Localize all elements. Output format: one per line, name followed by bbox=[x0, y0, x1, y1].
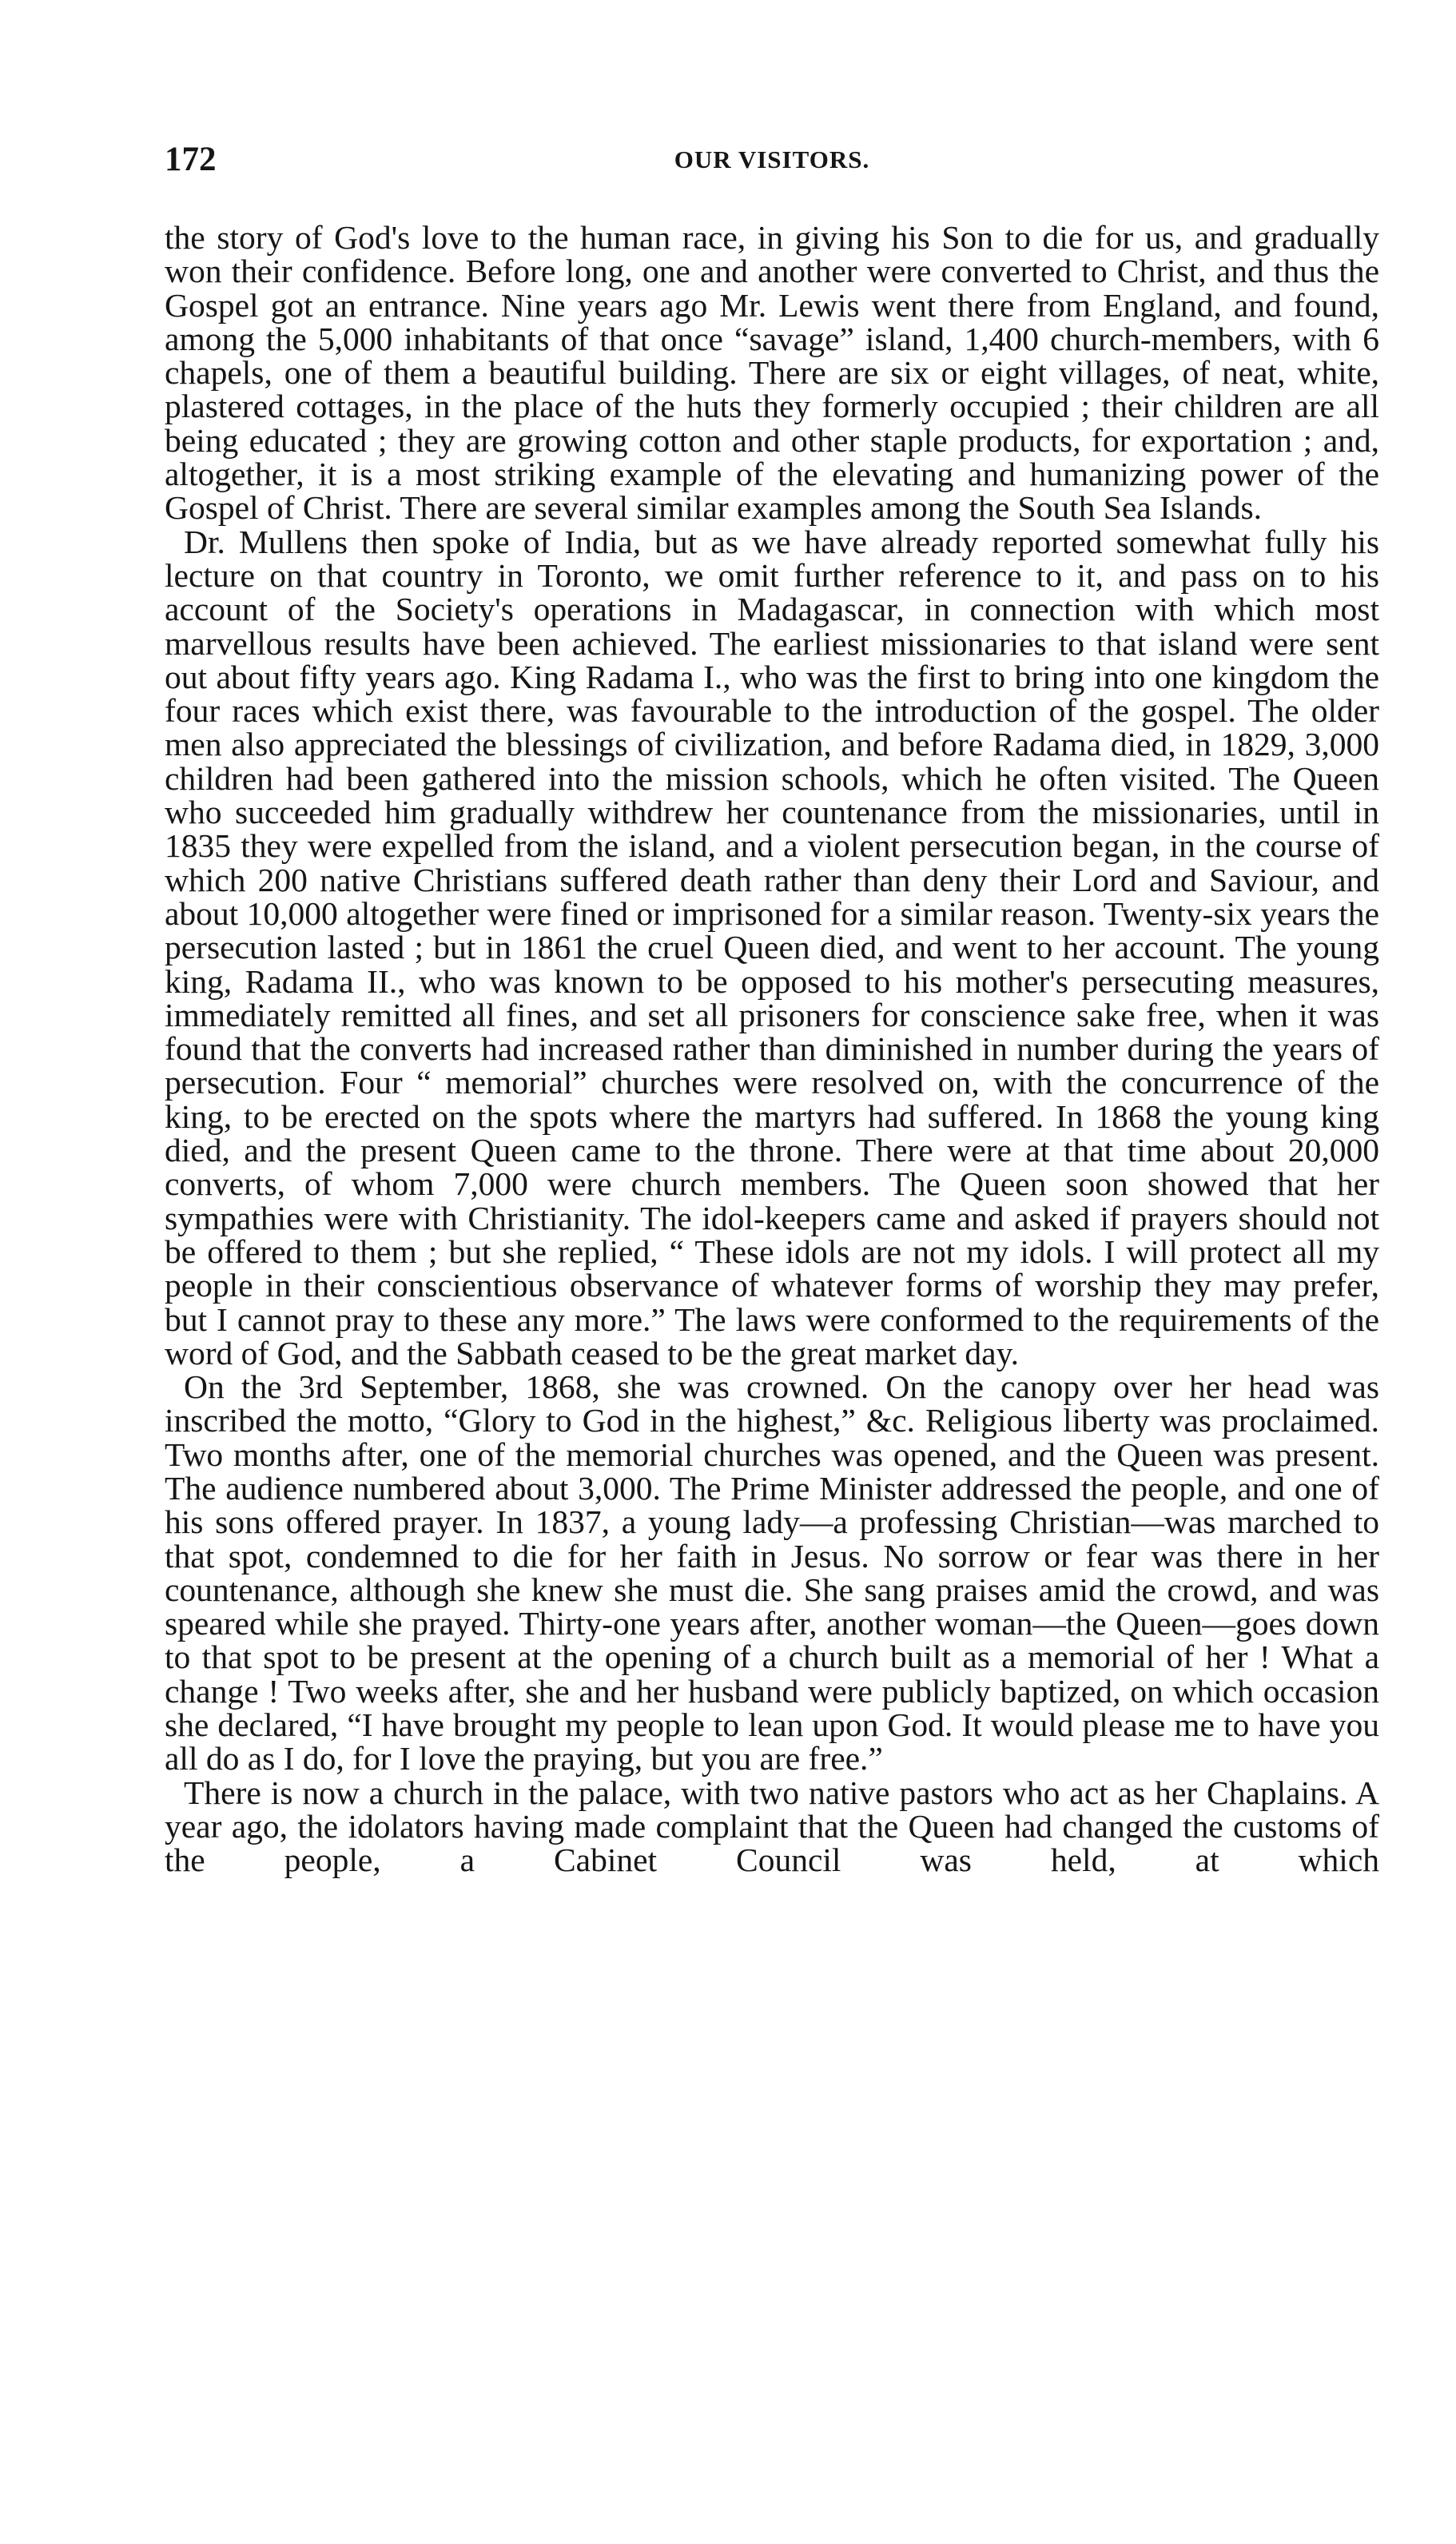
paragraph-2: Dr. Mullens then spoke of India, but as we have already reported somewhat fully his lecture on that country in Toronto, we omit further reference to it, and pass on to his account of the Society's operations in Madagascar, in connection with which most marvellous results have been achieved. The earliest missionaries to that island were sent out about fifty years ago. King Radama I., who was the first to bring into one kingdom the four races which exist there, was favourable to the introduction of the gospel. The older men also appreciated the blessings of civilization, and before Radama died, in 1829, 3,000 children had been gathered into the mission schools, which he often visited. The Queen who succeeded him gradually withdrew her countenance from the missionaries, until in 1835 they were expelled from the island, and a violent persecution began, in the course of which 200 native Christians suffered death rather than deny their Lord and Saviour, and about 10,000 altogether were fined or imprisoned for a similar reason. Twenty-six years the persecution lasted ; but in 1861 the cruel Queen died, and went to her account. The young king, Radama II., who was known to be opposed to his mother's persecuting measures, immediately remitted all fines, and set all prisoners for conscience sake free, when it was found that the converts had increased rather than diminished in number during the years of persecution. Four “ memorial” churches were resolved on, with the concurrence of the king, to be erected on the spots where the martyrs had suffered. In 1868 the young king died, and the present Queen came to the throne. There were at that time about 20,000 converts, of whom 7,000 were church members. The Queen soon showed that her sympathies were with Christianity. The idol-keepers came and asked if prayers should not be offered to them ; but she replied, “ These idols are not my idols. I will protect all my people in their conscientious observance of whatever forms of worship they may prefer, but I cannot pray to these any more.” The laws were conformed to the requirements of the word of God, and the Sabbath ceased to be the great market day. bbox=[165, 523, 1379, 1372]
page-number: 172 bbox=[165, 141, 217, 178]
paragraph-3: On the 3rd September, 1868, she was crowned. On the canopy over her head was inscribed the motto, “Glory to God in the highest,” &c. Religious liberty was proclaimed. Two months after, one of the memorial churches was opened, and the Queen was present. The audience numbered about 3,000. The Prime Minister addressed the people, and one of his sons offered prayer. In 1837, a young lady—a professing Christian—was marched to that spot, condemned to die for her faith in Jesus. No sorrow or fear was there in her countenance, although she knew she must die. She sang praises amid the crowd, and was speared while she prayed. Thirty-one years after, another woman—the Queen—goes down to that spot to be present at the opening of a church built as a memorial of her ! What a change ! Two weeks after, she and her husband were publicly baptized, on which occasion she declared, “I have brought my people to lean upon God. It would please me to have you all do as I do, for I love the praying, but you are free.” bbox=[165, 1368, 1379, 1778]
running-title: OUR VISITORS. bbox=[674, 145, 870, 173]
paragraph-4: There is now a church in the palace, with two native pastors who act as her Chaplains. A year ago, the idolators having made complaint that the Queen had changed the customs of the people, a Cabinet Council was held, at which bbox=[165, 1774, 1379, 1879]
text-body bbox=[165, 221, 1379, 1877]
paragraph-1: the story of God's love to the human race, in giving his Son to die for us, and gradually won their confidence. Before long, one and another were converted to Christ, and thus the Gospel got an entrance. Nine years ago Mr. Lewis went there from England, and found, among the 5,000 inhabitants of that once “savage” island, 1,400 church-members, with 6 chapels, one of them a beautiful building. There are six or eight villages, of neat, white, plastered cottages, in the place of the huts they formerly occupied ; their children are all being educated ; they are growing cotton and other staple products, for exportation ; and, altogether, it is a most striking example of the elevating and humanizing power of the Gospel of Christ. There are several similar examples among the South Sea Islands. bbox=[165, 219, 1379, 527]
running-head bbox=[165, 128, 1379, 192]
book-page bbox=[165, 128, 1379, 1877]
